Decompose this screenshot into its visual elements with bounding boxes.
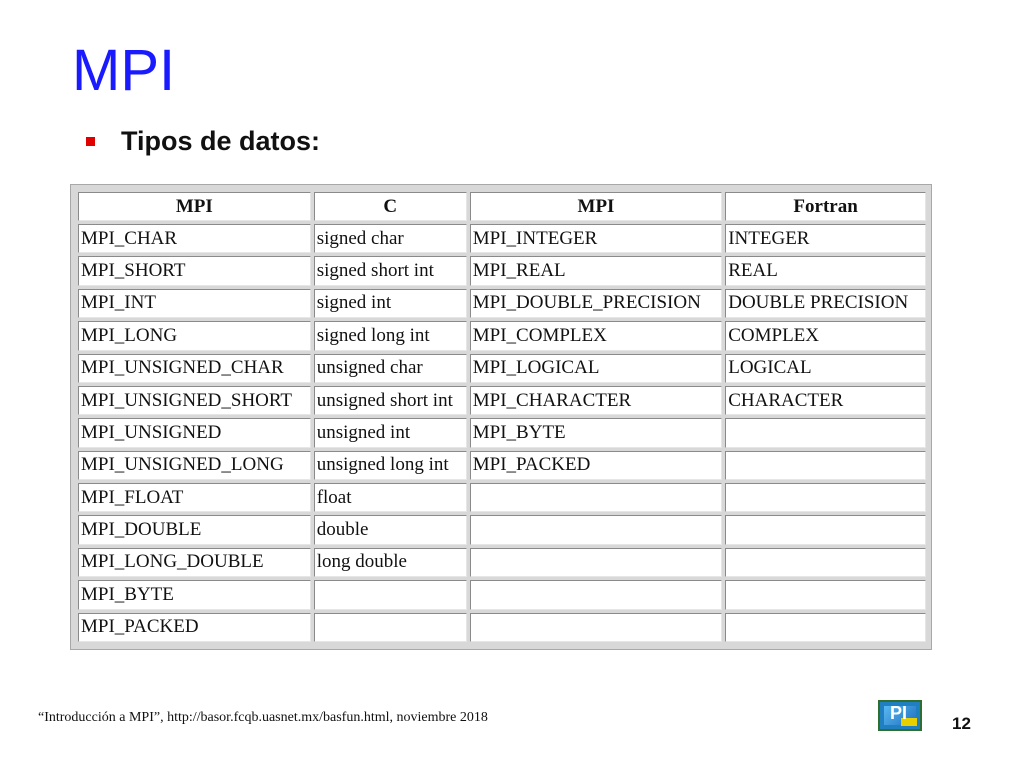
table-cell: [314, 580, 467, 609]
header-mpi-c: MPI: [78, 192, 311, 221]
table-cell: signed short int: [314, 256, 467, 285]
table-cell: MPI_BYTE: [470, 418, 722, 447]
table-row: [78, 515, 926, 544]
table-cell: [470, 548, 722, 577]
table-cell: MPI_UNSIGNED_LONG: [78, 451, 311, 480]
table-cell: signed char: [314, 224, 467, 253]
table-row: [78, 386, 926, 415]
header-fortran: Fortran: [725, 192, 926, 221]
table-body: [78, 224, 926, 642]
table-cell: MPI_LOGICAL: [470, 354, 722, 383]
table-cell: CHARACTER: [725, 386, 926, 415]
table-cell: MPI_COMPLEX: [470, 321, 722, 350]
table-cell: [725, 548, 926, 577]
slide-title: MPI: [72, 38, 176, 103]
table-cell: [470, 613, 722, 643]
table-cell: unsigned short int: [314, 386, 467, 415]
header-c: C: [314, 192, 467, 221]
bullet-item: [86, 126, 320, 157]
table-cell: MPI_DOUBLE_PRECISION: [470, 289, 722, 318]
table-cell: [470, 515, 722, 544]
table-cell: MPI_CHARACTER: [470, 386, 722, 415]
table-cell: float: [314, 483, 467, 512]
table-cell: signed int: [314, 289, 467, 318]
table-cell: MPI_UNSIGNED_SHORT: [78, 386, 311, 415]
data-types-table-frame: [70, 184, 932, 650]
pi-logo-icon: PI: [878, 700, 922, 731]
table-row: [78, 354, 926, 383]
table-cell: [725, 483, 926, 512]
table-row: [78, 613, 926, 643]
table-cell: unsigned char: [314, 354, 467, 383]
table-cell: unsigned long int: [314, 451, 467, 480]
table-cell: [725, 515, 926, 544]
table-row: [78, 224, 926, 253]
table-cell: MPI_FLOAT: [78, 483, 311, 512]
table-cell: MPI_UNSIGNED_CHAR: [78, 354, 311, 383]
table-row: [78, 548, 926, 577]
table-row: [78, 289, 926, 318]
table-cell: LOGICAL: [725, 354, 926, 383]
table-cell: [314, 613, 467, 643]
table-row: [78, 580, 926, 609]
table-row: [78, 418, 926, 447]
table-row: [78, 321, 926, 350]
footer-citation: “Introducción a MPI”, http://basor.fcqb.uasnet.mx/basfun.html, noviembre 2018: [38, 710, 488, 725]
table-header-row: [78, 192, 926, 221]
page-number: 12: [952, 714, 971, 733]
table-cell: MPI_INTEGER: [470, 224, 722, 253]
table-row: [78, 483, 926, 512]
table-cell: MPI_INT: [78, 289, 311, 318]
table-cell: REAL: [725, 256, 926, 285]
table-cell: long double: [314, 548, 467, 577]
bullet-text: Tipos de datos:: [121, 126, 321, 156]
table-cell: MPI_BYTE: [78, 580, 311, 609]
table-cell: MPI_DOUBLE: [78, 515, 311, 544]
table-cell: [725, 580, 926, 609]
table-row: [78, 451, 926, 480]
table-cell: MPI_UNSIGNED: [78, 418, 311, 447]
table-cell: MPI_LONG_DOUBLE: [78, 548, 311, 577]
header-mpi-fortran: MPI: [470, 192, 722, 221]
table-cell: [725, 613, 926, 643]
table-cell: MPI_SHORT: [78, 256, 311, 285]
table-cell: DOUBLE PRECISION: [725, 289, 926, 318]
table-cell: MPI_REAL: [470, 256, 722, 285]
table-cell: MPI_CHAR: [78, 224, 311, 253]
table-cell: INTEGER: [725, 224, 926, 253]
table-row: [78, 256, 926, 285]
table-cell: [725, 418, 926, 447]
table-cell: COMPLEX: [725, 321, 926, 350]
table-cell: MPI_PACKED: [470, 451, 722, 480]
data-types-table: [75, 189, 929, 645]
table-cell: [470, 483, 722, 512]
table-cell: unsigned int: [314, 418, 467, 447]
table-cell: double: [314, 515, 467, 544]
table-cell: [725, 451, 926, 480]
table-cell: MPI_LONG: [78, 321, 311, 350]
square-bullet-icon: [86, 137, 95, 146]
table-cell: MPI_PACKED: [78, 613, 311, 643]
table-cell: signed long int: [314, 321, 467, 350]
table-cell: [470, 580, 722, 609]
